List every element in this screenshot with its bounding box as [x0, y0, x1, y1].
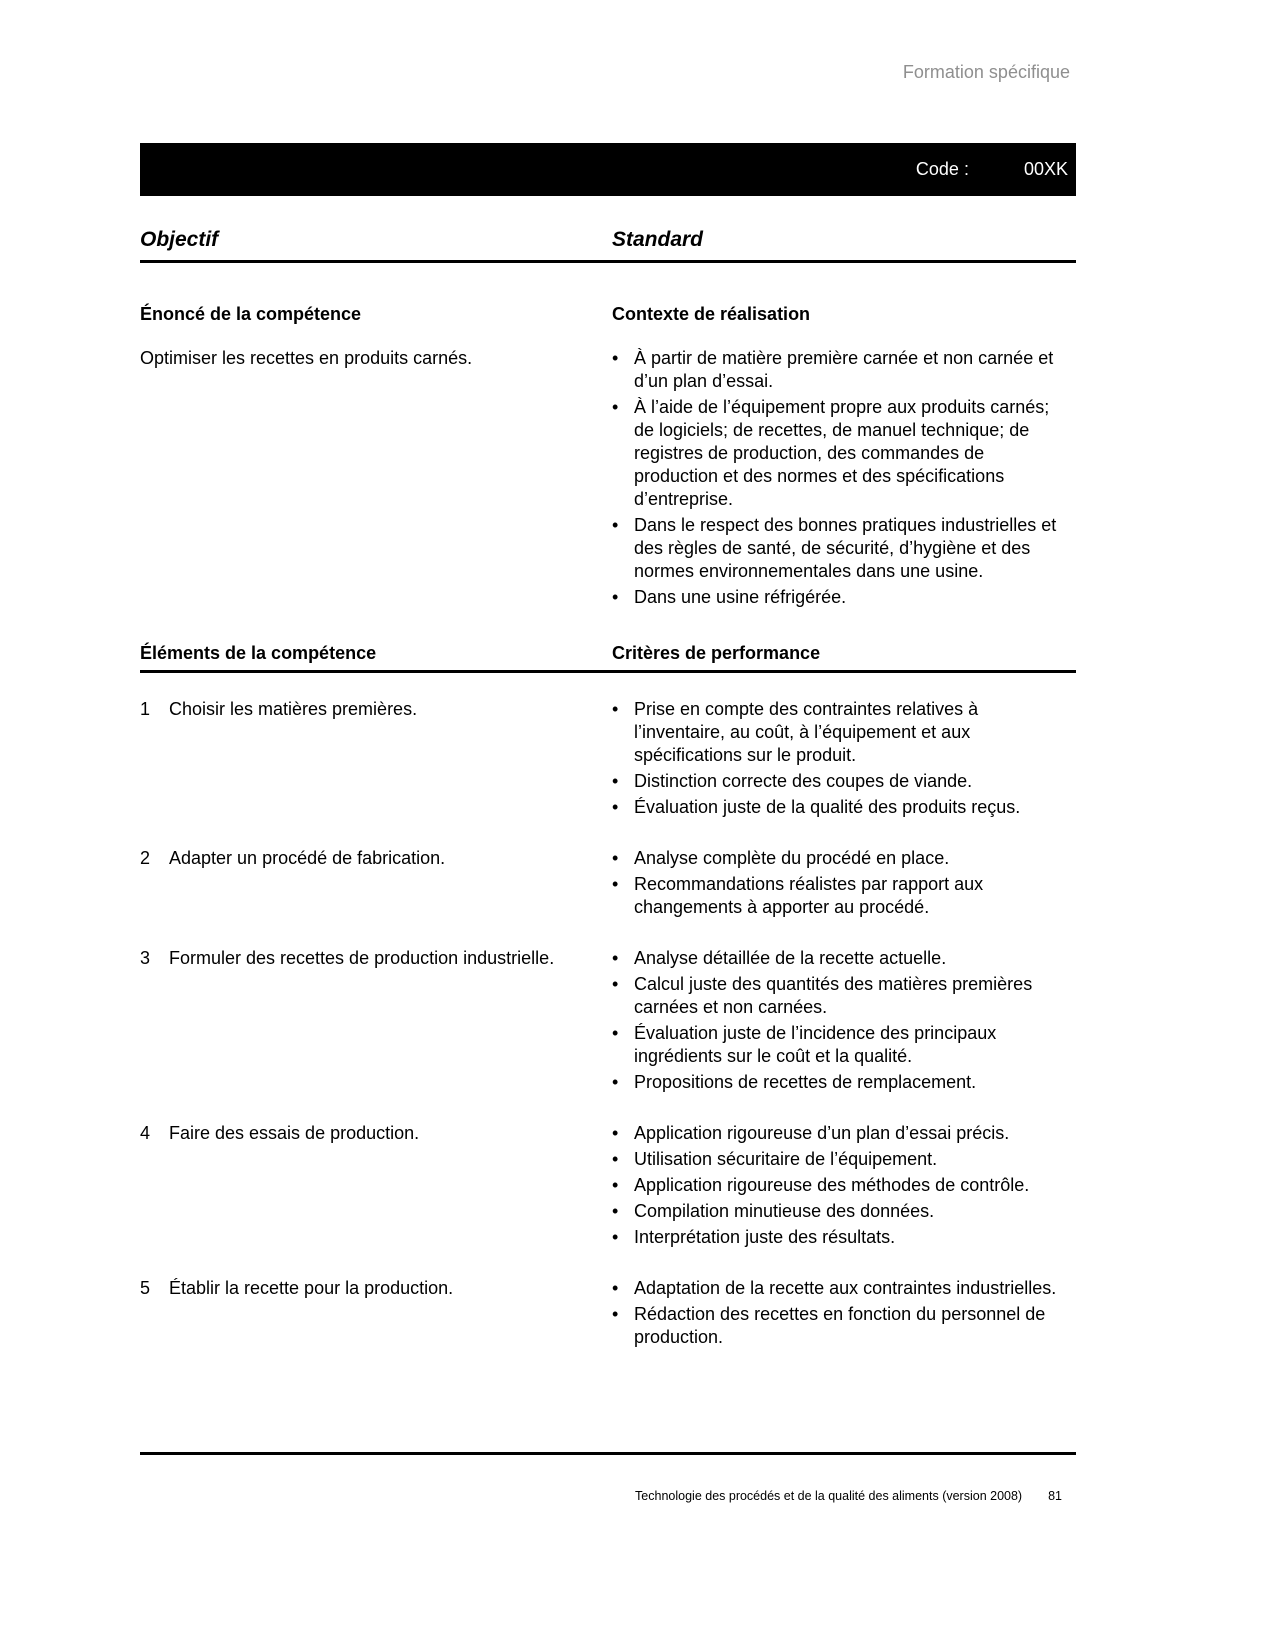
footer-text-row [140, 1489, 1076, 1503]
competence-headings-row [140, 303, 1076, 325]
context-bullet-text: Dans une usine réfrigérée. [634, 587, 847, 607]
criteria-bullet-text: Analyse détaillée de la recette actuelle. [634, 948, 947, 968]
bullet-marker: • [612, 1175, 619, 1195]
footer-rule [140, 1452, 1076, 1455]
item-left [140, 847, 612, 922]
page-number: 81 [1048, 1489, 1062, 1503]
bullet-marker: • [612, 1123, 619, 1143]
context-bullet [612, 396, 1070, 511]
contexte-heading: Contexte de réalisation [612, 304, 811, 324]
enonce-heading: Énoncé de la compétence [140, 304, 362, 324]
competence-item-row [140, 847, 1076, 922]
objectif-header: Objectif [140, 228, 219, 251]
bullet-marker: • [612, 1227, 619, 1247]
criteria-bullet-text: Utilisation sécuritaire de l’équipement. [634, 1149, 938, 1169]
competence-content-row [140, 347, 1076, 612]
item-left [140, 1277, 612, 1352]
criteria-bullet-list [612, 947, 1076, 1097]
context-bullet-text: Dans le respect des bonnes pratiques industrielles et des règles de santé, de sécurité, d’hygiène et des normes environnementales dans une usine. [634, 515, 1057, 581]
item-number: 5 [140, 1278, 151, 1298]
item-number: 4 [140, 1123, 151, 1143]
code-bar [140, 143, 1076, 196]
criteria-bullet-list [612, 847, 1076, 922]
elements-heading: Éléments de la compétence [140, 643, 377, 663]
bullet-marker: • [612, 1201, 619, 1221]
bullet-marker: • [612, 874, 619, 894]
criteria-bullet-text: Recommandations réalistes par rapport aux changements à apporter au procédé. [634, 874, 984, 917]
item-label: Formuler des recettes de production industrielle. [169, 948, 555, 968]
bullet-marker: • [612, 948, 619, 968]
competence-item-row [140, 698, 1076, 822]
table-header-row [140, 228, 1076, 263]
criteria-bullet-text: Rédaction des recettes en fonction du personnel de production. [634, 1304, 1046, 1347]
bullet-marker: • [612, 348, 619, 368]
context-bullet-text: À l’aide de l’équipement propre aux produits carnés; de logiciels; de recettes, de manuel technique; de registres de production, des commandes de production et des normes et des spécifications d’entreprise. [634, 397, 1050, 509]
item-number: 2 [140, 848, 151, 868]
criteria-bullet [612, 796, 1070, 819]
item-number: 3 [140, 948, 151, 968]
bullet-marker: • [612, 1278, 619, 1298]
competence-item-row [140, 1122, 1076, 1252]
item-left [140, 698, 612, 822]
criteria-bullet [612, 698, 1070, 767]
item-number: 1 [140, 699, 151, 719]
criteria-bullet-list [612, 698, 1076, 822]
context-bullet [612, 514, 1070, 583]
criteria-bullet [612, 1303, 1070, 1349]
code-value: 00XK [1023, 159, 1068, 179]
footer-text: Technologie des procédés et de la qualité des aliments (version 2008) [635, 1489, 1023, 1503]
competence-item-row [140, 947, 1076, 1097]
item-left [140, 947, 612, 1097]
item-label: Établir la recette pour la production. [169, 1278, 454, 1298]
criteria-bullet-text: Propositions de recettes de remplacement. [634, 1072, 977, 1092]
context-bullet-list [612, 347, 1076, 612]
page-footer [140, 1452, 1076, 1503]
criteria-bullet [612, 873, 1070, 919]
criteria-bullet [612, 1022, 1070, 1068]
criteria-bullet-text: Évaluation juste de la qualité des produits reçus. [634, 797, 1021, 817]
criteria-bullet [612, 973, 1070, 1019]
running-header: Formation spécifique [902, 62, 1070, 82]
code-label: Code : [915, 159, 969, 179]
bullet-marker: • [612, 848, 619, 868]
criteria-bullet-text: Calcul juste des quantités des matières premières carnées et non carnées. [634, 974, 1033, 1017]
criteria-bullet [612, 1148, 1070, 1171]
bullet-marker: • [612, 515, 619, 535]
criteria-bullet-text: Interprétation juste des résultats. [634, 1227, 896, 1247]
competence-statement: Optimiser les recettes en produits carnés. [140, 348, 473, 368]
criteria-bullet-text: Distinction correcte des coupes de viande. [634, 771, 973, 791]
criteria-bullet-text: Adaptation de la recette aux contraintes industrielles. [634, 1278, 1057, 1298]
bullet-marker: • [612, 771, 619, 791]
bullet-marker: • [612, 974, 619, 994]
criteria-bullet-list [612, 1277, 1076, 1352]
bullet-marker: • [612, 1023, 619, 1043]
criteria-bullet [612, 947, 1070, 970]
bullet-marker: • [612, 587, 619, 607]
bullet-marker: • [612, 1304, 619, 1324]
elements-headings-row [140, 642, 1076, 673]
criteria-bullet-text: Application rigoureuse des méthodes de contrôle. [634, 1175, 1030, 1195]
criteria-bullet [612, 1122, 1070, 1145]
criteria-bullet [612, 1277, 1070, 1300]
criteria-bullet-text: Analyse complète du procédé en place. [634, 848, 950, 868]
criteria-bullet [612, 770, 1070, 793]
context-bullet-text: À partir de matière première carnée et non carnée et d’un plan d’essai. [634, 348, 1054, 391]
context-bullet [612, 347, 1070, 393]
bullet-marker: • [612, 1149, 619, 1169]
item-label: Choisir les matières premières. [169, 699, 418, 719]
item-left [140, 1122, 612, 1252]
criteres-heading: Critères de performance [612, 643, 821, 663]
competence-item-row [140, 1277, 1076, 1352]
criteria-bullet [612, 847, 1070, 870]
item-label: Adapter un procédé de fabrication. [169, 848, 446, 868]
criteria-bullet [612, 1174, 1070, 1197]
criteria-bullet-text: Compilation minutieuse des données. [634, 1201, 935, 1221]
bullet-marker: • [612, 797, 619, 817]
bullet-marker: • [612, 1072, 619, 1092]
criteria-bullet-text: Prise en compte des contraintes relatives à l’inventaire, au coût, à l’équipement et aux spécifications sur le produit. [634, 699, 979, 765]
bullet-marker: • [612, 397, 619, 417]
bullet-marker: • [612, 699, 619, 719]
item-label: Faire des essais de production. [169, 1123, 420, 1143]
criteria-bullet-list [612, 1122, 1076, 1252]
criteria-bullet-text: Évaluation juste de l’incidence des principaux ingrédients sur le coût et la qualité. [634, 1023, 997, 1066]
criteria-bullet-text: Application rigoureuse d’un plan d’essai précis. [634, 1123, 1010, 1143]
criteria-bullet [612, 1226, 1070, 1249]
page-content [140, 0, 1076, 1352]
standard-header: Standard [612, 228, 704, 251]
criteria-bullet [612, 1071, 1070, 1094]
criteria-bullet [612, 1200, 1070, 1223]
context-bullet [612, 586, 1070, 609]
